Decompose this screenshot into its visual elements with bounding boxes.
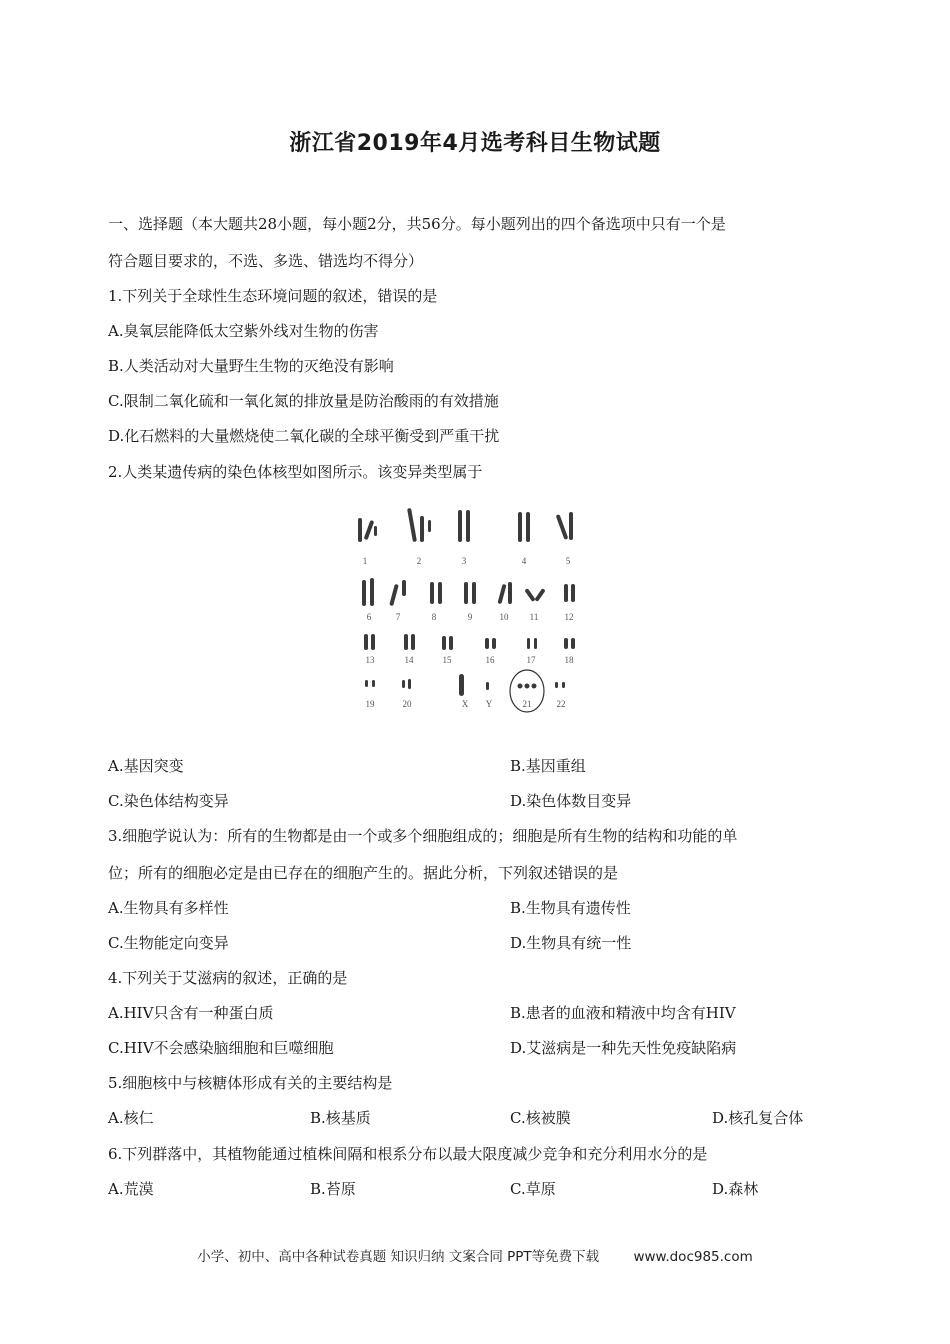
karyotype-label: X: [461, 699, 469, 709]
chromosome-pair-2: [407, 508, 431, 542]
chromosome-pair-13: [364, 634, 375, 650]
karyotype-label: 20: [402, 699, 412, 709]
karyotype-figure: [340, 500, 600, 720]
question-2-option-b: B.基因重组: [510, 757, 586, 775]
chromosome-pair-10: [497, 582, 512, 604]
question-4-option-d: D.艾滋病是一种先天性免疫缺陷病: [510, 1039, 737, 1057]
question-1-option-b: B.人类活动对大量野生生物的灭绝没有影响: [108, 357, 394, 375]
karyotype-label: 5: [565, 556, 571, 566]
chromosome-x: [459, 674, 464, 696]
question-4-option-c: C.HIV不会感染脑细胞和巨噬细胞: [108, 1039, 334, 1057]
karyotype-labels: [363, 556, 574, 709]
karyotype-label: 19: [365, 699, 375, 709]
karyotype-label: 6: [366, 612, 372, 622]
karyotype-label: 9: [467, 612, 473, 622]
question-2-option-c: C.染色体结构变异: [108, 792, 229, 810]
karyotype-label: 4: [521, 556, 527, 566]
question-3-option-b: B.生物具有遗传性: [510, 899, 631, 917]
chromosome-pair-14: [404, 634, 415, 650]
chromosome-pair-16: [485, 638, 496, 649]
chromosome-pair-6: [362, 578, 374, 606]
karyotype-label: 11: [529, 612, 539, 622]
karyotype-label: 2: [416, 556, 422, 566]
question-5-option-b: B.核基质: [310, 1109, 371, 1127]
chromosome-pair-7: [389, 580, 406, 606]
chromosome-pair-22: [555, 682, 565, 688]
question-3-stem-line2: 位；所有的细胞必定是由已存在的细胞产生的。据此分析，下列叙述错误的是: [108, 864, 619, 882]
karyotype-label: 7: [395, 612, 401, 622]
karyotype-label: 10: [499, 612, 509, 622]
question-6-option-d: D.森林: [712, 1180, 759, 1198]
page-footer: [0, 1245, 950, 1265]
chromosome-pair-17: [527, 638, 537, 649]
question-4-option-b: B.患者的血液和精液中均含有HIV: [510, 1004, 736, 1022]
chromosome-pair-8: [430, 582, 442, 604]
chromosome-pair-18: [564, 638, 575, 649]
question-2-stem: 2.人类某遗传病的染色体核型如图所示。该变异类型属于: [108, 463, 483, 481]
karyotype-label: 1: [362, 556, 368, 566]
karyotype-label: Y: [485, 699, 493, 709]
chromosome-pair-4: [518, 512, 530, 542]
chromosome-pair-19: [365, 680, 375, 687]
chromosome-marks: [358, 508, 575, 696]
section-instructions-line2: 符合题目要求的，不选、多选、错选均不得分）: [108, 252, 424, 270]
question-3-option-d: D.生物具有统一性: [510, 934, 632, 952]
question-6-option-b: B.苔原: [310, 1180, 356, 1198]
chromosome-pair-11: [524, 588, 545, 602]
question-3-stem-line1: 3.细胞学说认为：所有的生物都是由一个或多个细胞组成的；细胞是所有生物的结构和功能的单: [108, 827, 738, 845]
question-5-option-d: D.核孔复合体: [712, 1109, 804, 1127]
question-5-stem: 5.细胞核中与核糖体形成有关的主要结构是: [108, 1074, 393, 1092]
karyotype-label: 15: [442, 655, 452, 665]
chromosome-pair-1: [358, 518, 377, 542]
question-5-option-a: A.核仁: [108, 1109, 154, 1127]
chromosome-pair-15: [442, 636, 453, 650]
section-instructions-line1: 一、选择题（本大题共28小题，每小题2分，共56分。每小题列出的四个备选项中只有一个是: [108, 215, 726, 233]
question-6-stem: 6.下列群落中，其植物能通过植株间隔和根系分布以最大限度减少竞争和充分利用水分的是: [108, 1145, 708, 1163]
chromosome-pair-20: [402, 679, 411, 689]
chromosome-pair-12: [564, 584, 575, 602]
chromosome-pair-5: [556, 512, 573, 540]
question-2-option-d: D.染色体数目变异: [510, 792, 632, 810]
question-2-option-a: A.基因突变: [108, 757, 184, 775]
question-3-option-a: A.生物具有多样性: [108, 899, 229, 917]
chromosome-pair-9: [464, 582, 476, 604]
chromosome-y: [486, 682, 489, 690]
karyotype-label: 18: [564, 655, 574, 665]
karyotype-label: 13: [365, 655, 375, 665]
karyotype-label: 8: [431, 612, 437, 622]
chromosome-trisomy-21: [518, 684, 537, 689]
question-1-stem: 1.下列关于全球性生态环境问题的叙述，错误的是: [108, 287, 438, 305]
chromosome-pair-3: [458, 510, 470, 542]
question-4-option-a: A.HIV只含有一种蛋白质: [108, 1004, 274, 1022]
document-title: 浙江省2019年4月选考科目生物试题: [289, 131, 661, 156]
karyotype-label: 17: [526, 655, 536, 665]
question-1-option-d: D.化石燃料的大量燃烧使二氧化碳的全球平衡受到严重干扰: [108, 427, 500, 445]
question-3-option-c: C.生物能定向变异: [108, 934, 229, 952]
karyotype-label: 16: [485, 655, 495, 665]
question-6-option-a: A.荒漠: [108, 1180, 154, 1198]
karyotype-label: 14: [404, 655, 414, 665]
question-1-option-a: A.臭氧层能降低太空紫外线对生物的伤害: [108, 322, 379, 340]
question-1-option-c: C.限制二氧化硫和一氧化氮的排放量是防治酸雨的有效措施: [108, 392, 499, 410]
footer-url-link[interactable]: www.doc985.com: [633, 1249, 753, 1265]
footer-text: 小学、初中、高中各种试卷真题 知识归纳 文案合同 PPT等免费下载: [197, 1249, 600, 1265]
question-4-stem: 4.下列关于艾滋病的叙述，正确的是: [108, 969, 348, 987]
karyotype-label: 21: [522, 699, 532, 709]
karyotype-label: 12: [564, 612, 574, 622]
karyotype-label: 3: [461, 556, 467, 566]
karyotype-label: 22: [556, 699, 566, 709]
question-5-option-c: C.核被膜: [510, 1109, 571, 1127]
question-6-option-c: C.草原: [510, 1180, 556, 1198]
